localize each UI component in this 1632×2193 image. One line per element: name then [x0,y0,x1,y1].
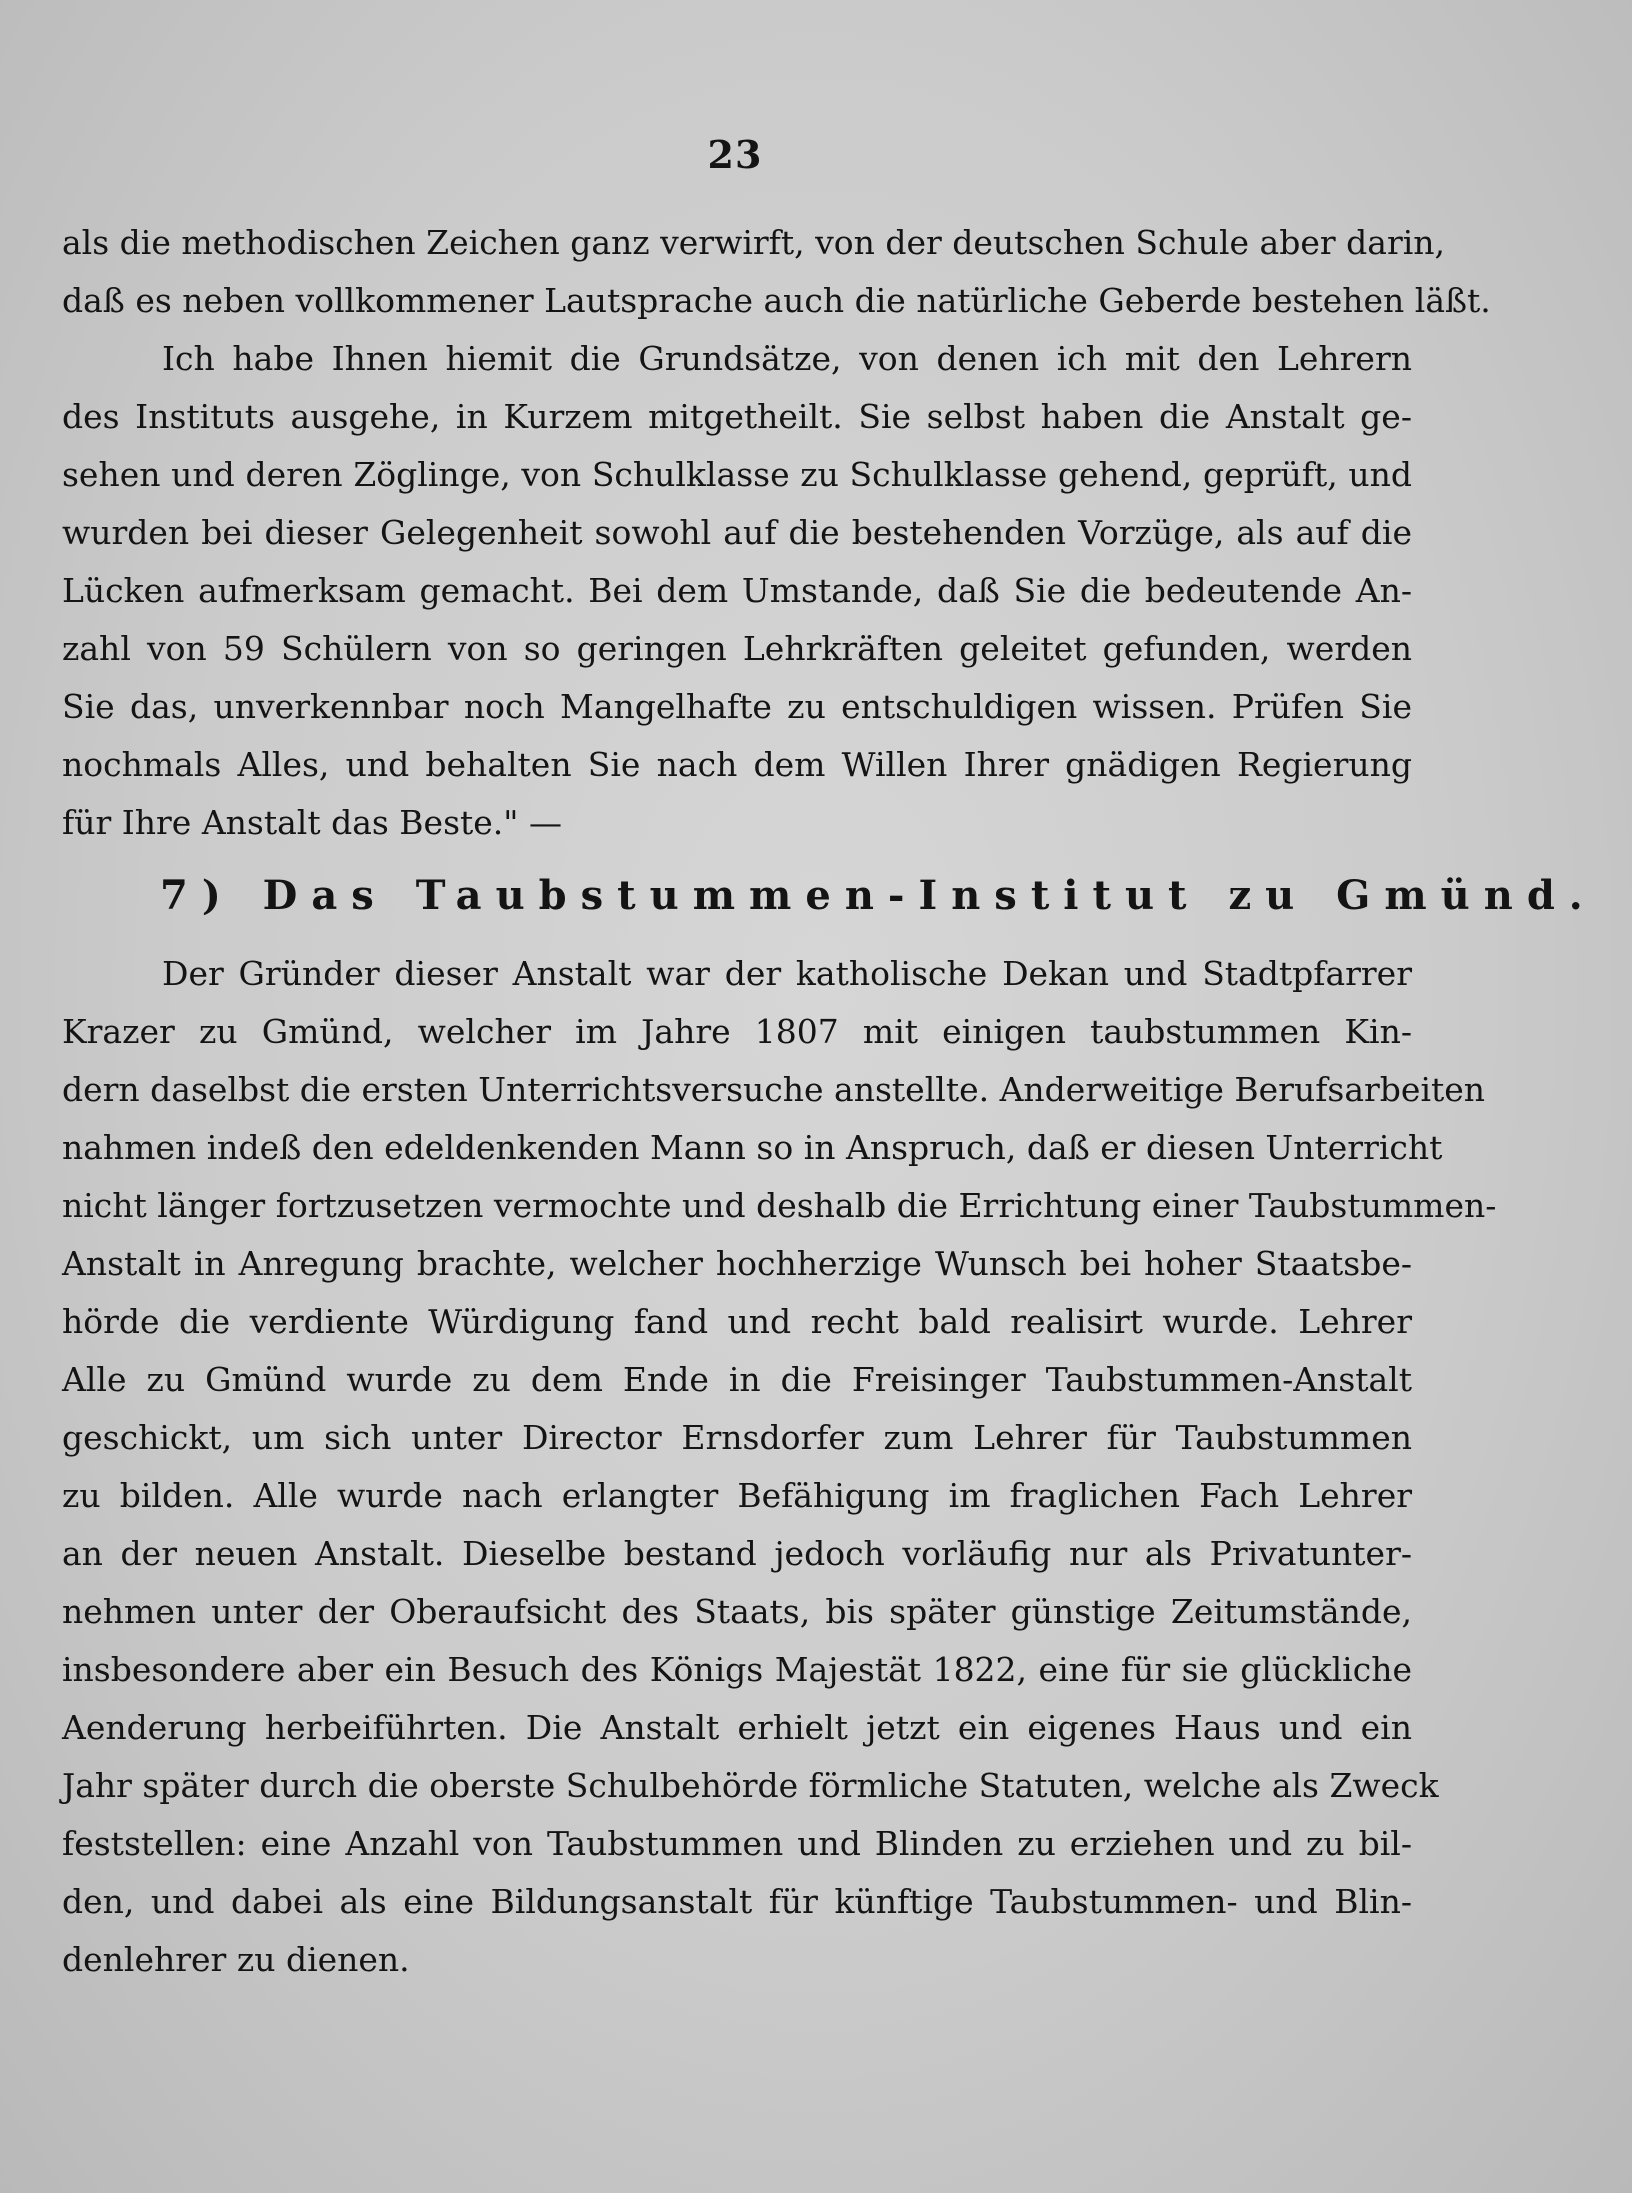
text-line: zu bilden. Alle wurde nach erlangter Befähigung im fraglichen Fach Lehrer [62,1476,1412,1515]
text-line: nochmals Alles, und behalten Sie nach dem Willen Ihrer gnädigen Regierung [62,745,1412,784]
text-line: nicht länger fortzusetzen vermochte und deshalb die Errichtung einer Taubstummen- [62,1186,1497,1225]
text-line: Alle zu Gmünd wurde zu dem Ende in die Freisinger Taubstummen-Anstalt [62,1360,1412,1399]
text-block-bottom [62,945,1497,1989]
text-line: hörde die verdiente Würdigung fand und recht bald realisirt wurde. Lehrer [62,1302,1412,1341]
text-line: daß es neben vollkommener Lautsprache auch die natürliche Geberde bestehen läßt. [62,281,1491,320]
text-line: insbesondere aber ein Besuch des Königs Majestät 1822, eine für sie glückliche [62,1650,1412,1689]
text-line: des Instituts ausgehe, in Kurzem mitgetheilt. Sie selbst haben die Anstalt ge- [62,397,1412,436]
text-line: nahmen indeß den edeldenkenden Mann so in Anspruch, daß er diesen Unterricht [62,1128,1443,1167]
section-heading: 7) Das Taubstummen-Institut zu Gmünd. [160,872,1597,919]
text-line: Sie das, unverkennbar noch Mangelhafte zu entschuldigen wissen. Prüfen Sie [62,687,1412,726]
text-line: sehen und deren Zöglinge, von Schulklasse zu Schulklasse gehend, geprüft, und [62,455,1412,494]
text-line: dern daselbst die ersten Unterrichtsversuche anstellte. Anderweitige Berufsarbeiten [62,1070,1486,1109]
text-line: Anstalt in Anregung brachte, welcher hochherzige Wunsch bei hoher Staatsbe- [62,1244,1412,1283]
text-line: für Ihre Anstalt das Beste." — [62,803,562,842]
text-line: den, und dabei als eine Bildungsanstalt für künftige Taubstummen- und Blin- [62,1882,1412,1921]
text-line: als die methodischen Zeichen ganz verwirft, von der deutschen Schule aber darin, [62,223,1446,262]
text-line: nehmen unter der Oberaufsicht des Staats, bis später günstige Zeitumstände, [62,1592,1412,1631]
text-line: Lücken aufmerksam gemacht. Bei dem Umstande, daß Sie die bedeutende An- [62,571,1412,610]
text-line: zahl von 59 Schülern von so geringen Lehrkräften geleitet gefunden, werden [62,629,1412,668]
text-line: wurden bei dieser Gelegenheit sowohl auf die bestehenden Vorzüge, als auf die [62,513,1412,552]
text-line: geschickt, um sich unter Director Ernsdorfer zum Lehrer für Taubstummen [62,1418,1412,1457]
text-line: Der Gründer dieser Anstalt war der katholische Dekan und Stadtpfarrer [162,954,1412,993]
text-line: Aenderung herbeiführten. Die Anstalt erhielt jetzt ein eigenes Haus und ein [62,1708,1412,1747]
text-line: an der neuen Anstalt. Dieselbe bestand jedoch vorläufig nur als Privatunter- [62,1534,1412,1573]
text-line: Krazer zu Gmünd, welcher im Jahre 1807 mit einigen taubstummen Kin- [62,1012,1412,1051]
text-line: feststellen: eine Anzahl von Taubstummen und Blinden zu erziehen und zu bil- [62,1824,1412,1863]
text-block-top [62,214,1491,852]
page-number: 23 [707,132,763,177]
text-line: Ich habe Ihnen hiemit die Grundsätze, von denen ich mit den Lehrern [162,339,1412,378]
text-line: Jahr später durch die oberste Schulbehörde förmliche Statuten, welche als Zweck [62,1766,1439,1805]
text-line: denlehrer zu dienen. [62,1940,410,1979]
